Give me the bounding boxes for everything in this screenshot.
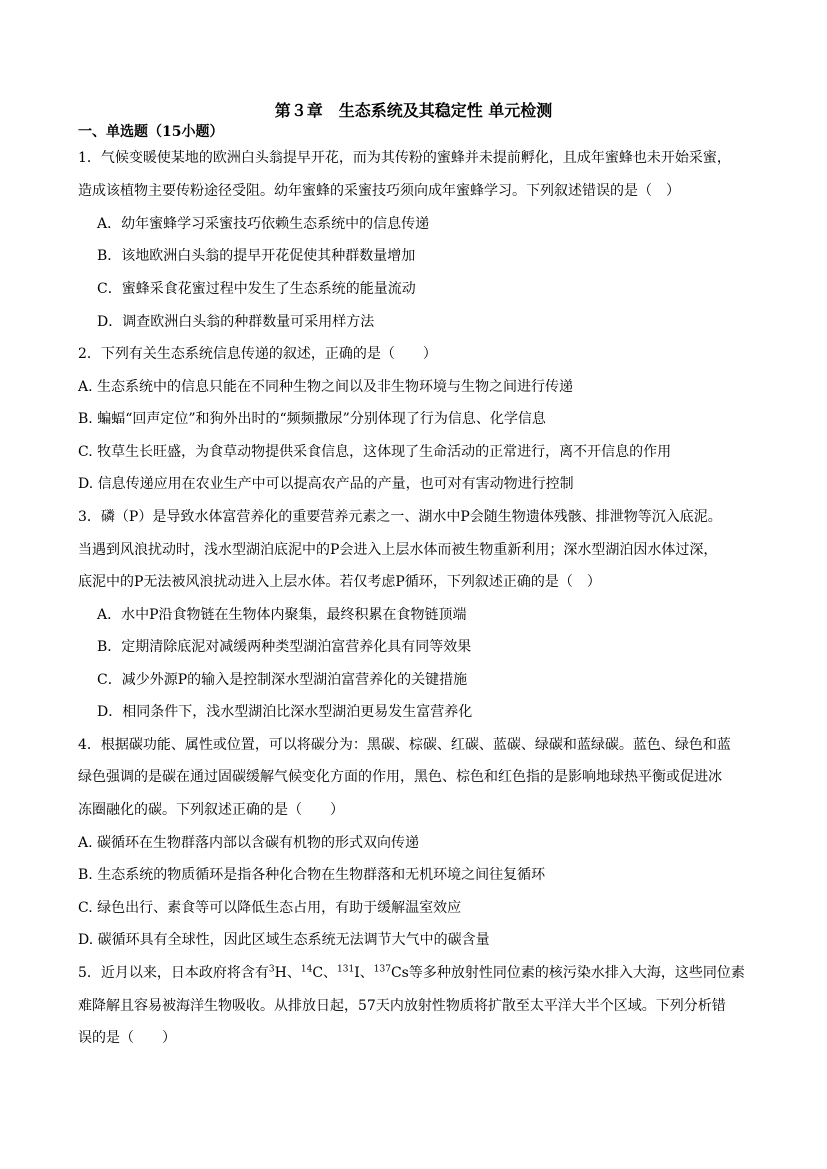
q5-text-b: H、 xyxy=(274,965,301,981)
q5-sup-i131: 131 xyxy=(337,964,355,975)
section-heading: 一、单选题（15小题） xyxy=(78,124,224,140)
question-2-line-1: 2．下列有关生态系统信息传递的叙述，正确的是（ ） xyxy=(78,346,437,362)
question-1-option-a: A．幼年蜜蜂学习采蜜技巧依赖生态系统中的信息传递 xyxy=(97,216,430,232)
page-title: 第３章 生态系统及其稳定性 单元检测 xyxy=(274,101,553,120)
question-4-option-b: B. 生态系统的物质循环是指各种化合物在生物群落和无机环境之间往复循环 xyxy=(78,867,546,883)
question-1-option-c: C．蜜蜂采食花蜜过程中发生了生态系统的能量流动 xyxy=(97,281,416,297)
question-2-option-b: B. 蝙蝠“回声定位”和狗外出时的“频频撒尿”分别体现了行为信息、化学信息 xyxy=(78,411,546,427)
question-2-option-a: A. 生态系统中的信息只能在不同种生物之间以及非生物环境与生物之间进行传递 xyxy=(78,379,574,395)
question-2-option-d: D. 信息传递应用在农业生产中可以提高农产品的产量，也可对有害动物进行控制 xyxy=(78,476,574,492)
q5-sup-cs137: 137 xyxy=(373,964,391,975)
question-1-option-d: D．调查欧洲白头翁的种群数量可采用样方法 xyxy=(97,314,375,330)
question-3-line-1: 3．磷（P）是导致水体富营养化的重要营养元素之一、湖水中P会随生物遗体残骸、排泄物等沉入底泥。 xyxy=(78,509,722,525)
question-5-line-1 xyxy=(78,963,745,983)
question-4-line-3: 冻圈融化的碳。下列叙述正确的是（ ） xyxy=(78,802,344,818)
q5-text-a: 5．近月以来，日本政府将含有 xyxy=(78,965,269,981)
question-3-option-b: B．定期清除底泥对减缓两种类型湖泊富营养化具有同等效果 xyxy=(97,639,472,655)
question-2-option-c: C. 牧草生长旺盛，为食草动物提供采食信息，这体现了生命活动的正常进行，离不开信息的作用 xyxy=(78,444,672,460)
question-4-line-1: 4．根据碳功能、属性或位置，可以将碳分为：黑碳、棕碳、红碳、蓝碳、绿碳和蓝绿碳。蓝色、绿色和蓝 xyxy=(78,737,731,753)
q5-text-e: Cs等多种放射性同位素的核污染水排入大海，这些同位素 xyxy=(390,965,745,981)
question-1-line-2: 造成该植物主要传粉途径受阻。幼年蜜蜂的采蜜技巧须向成年蜜蜂学习。下列叙述错误的是（ ） xyxy=(78,183,680,199)
question-3-line-3: 底泥中的P无法被风浪扰动进入上层水体。若仅考虑P循环，下列叙述正确的是（ ） xyxy=(78,574,601,590)
question-4-option-c: C. 绿色出行、素食等可以降低生态占用，有助于缓解温室效应 xyxy=(78,900,462,916)
question-1-line-1: 1．气候变暖使某地的欧洲白头翁提早开花，而为其传粉的蜜蜂并未提前孵化，且成年蜜蜂也未开始采蜜， xyxy=(78,150,731,166)
question-3-option-a: A．水中P沿食物链在生物体内聚集，最终积累在食物链顶端 xyxy=(97,607,467,623)
question-3-option-d: D．相同条件下，浅水型湖泊比深水型湖泊更易发生富营养化 xyxy=(97,704,473,720)
question-3-line-2: 当遇到风浪扰动时，浅水型湖泊底泥中的P会进入上层水体而被生物重新利用；深水型湖泊因水体过深， xyxy=(78,542,718,558)
question-4-option-a: A. 碳循环在生物群落内部以含碳有机物的形式双向传递 xyxy=(78,835,420,851)
q5-sup-c14: 14 xyxy=(300,964,313,975)
question-3-option-c: C．减少外源P的输入是控制深水型湖泊富营养化的关键措施 xyxy=(97,672,468,688)
question-5-line-3: 误的是（ ） xyxy=(78,1030,176,1046)
question-4-line-2: 绿色强调的是碳在通过固碳缓解气候变化方面的作用，黑色、棕色和红色指的是影响地球热平衡或促进冰 xyxy=(78,769,722,785)
q5-text-c: C、 xyxy=(312,965,338,981)
question-1-option-b: B．该地欧洲白头翁的提早开花促使其种群数量增加 xyxy=(97,248,416,264)
q5-text-d: I、 xyxy=(354,965,374,981)
question-4-option-d: D. 碳循环具有全球性，因此区域生态系统无法调节大气中的碳含量 xyxy=(78,932,490,948)
question-5-line-2: 难降解且容易被海洋生物吸收。从排放日起，57天内放射性物质将扩散至太平洋大半个区域。下列分析错 xyxy=(78,998,726,1014)
q5-sup-h3: 3 xyxy=(268,964,275,975)
